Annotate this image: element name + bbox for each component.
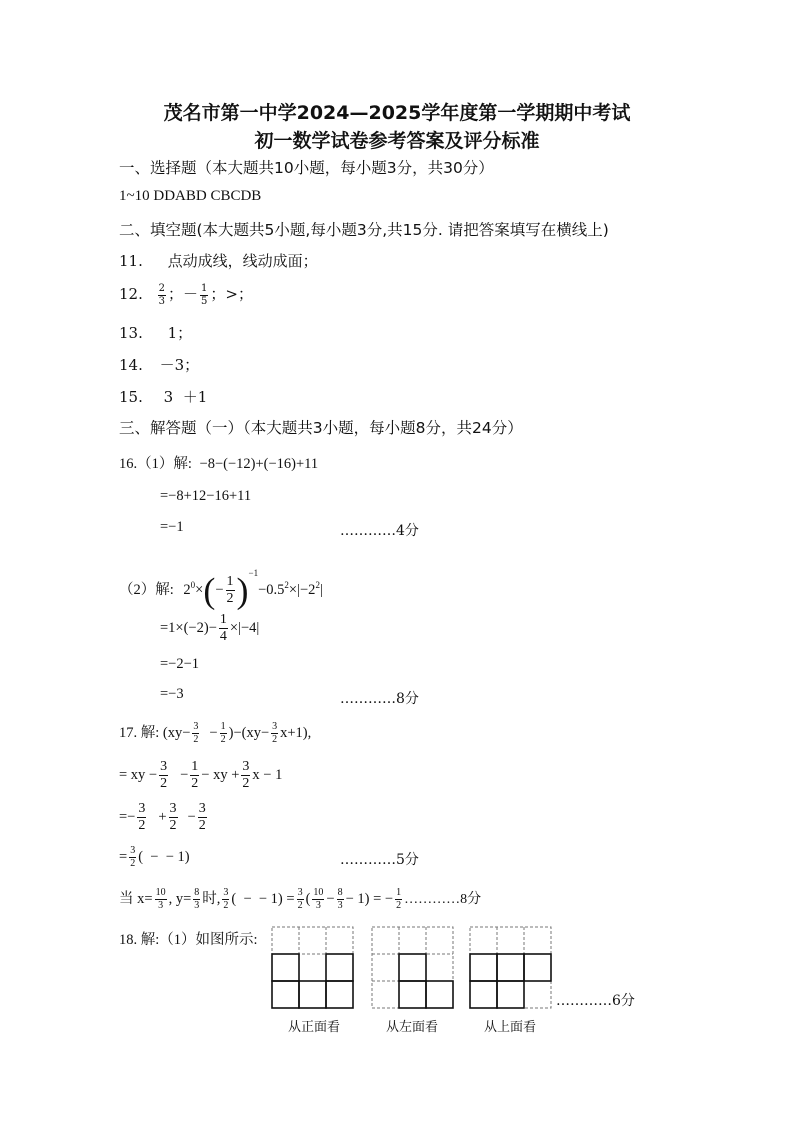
q17-label: 17. 解: (xy− [119,725,191,741]
q16-p2-times: × [195,582,204,598]
q17-l4-b: ( − − 1) [138,849,190,865]
q17-frac-c: $\frac{3}{2}$ [272,721,278,746]
q16-p2-fraction: $\frac{1}{2}$ [226,574,234,607]
q18-front-label: 从正面看 [288,1020,341,1035]
q16-part1 [119,452,318,473]
q17-frac-b: $\frac{1}{2}$ [220,721,226,746]
q14 [119,354,199,375]
q14-answer: －3； [159,356,200,374]
q12-sep: ；－ [168,285,199,303]
q15 [119,386,207,407]
q16-p2-abs: ×|−2 [288,582,316,598]
q16-p2-rparen: ) [236,570,249,611]
section2-heading: 二、填空题(本大题共5小题,每小题3分,共15分. 请把答案填写在横线上) [119,221,609,239]
q16-p2-exp2: −1 [248,568,259,578]
q17-l5-g: − 1) = − [345,891,394,907]
q17-l5-f: − [326,891,335,907]
q17-l5-e: ( [305,891,311,907]
top-view-grid [470,927,551,1008]
q17-l5-y-frac: $\frac{8}{3}$ [194,887,200,912]
q17-l3-b: + [158,809,167,825]
q11-answer: 点动成线，线动成面； [167,252,318,270]
q13-answer: 1； [167,324,193,342]
q12 [119,283,253,307]
q17-a-end: )−(xy− [228,725,270,741]
q17-score1: …………5分 [340,852,419,868]
q17-line4 [119,842,190,872]
q17-l5-frac-coef2: $\frac{3}{2}$ [297,887,303,912]
q15-num: 15. [119,388,143,406]
q17-l2-a: = xy − [119,767,158,783]
q17-line1 [119,718,311,748]
q18-top-label: 从上面看 [484,1020,537,1035]
q16-p2-lparen: ( [203,570,216,611]
q18-score: …………6分 [556,993,635,1009]
q12-fraction-2: $\frac{1}{5}$ [201,282,208,307]
q16-p2-rest-exp: 2 [284,580,289,591]
section1-heading: 一、选择题（本大题共10小题，每小题3分，共30分） [119,159,494,177]
q17-l4-frac: $\frac{3}{2}$ [130,845,136,870]
q16-p2-abs-end: | [319,582,323,598]
q12-num: 12. [119,285,143,303]
q17-l2-frac1: $\frac{3}{2}$ [160,759,168,792]
q17-l5-a: 当 x= [119,891,153,907]
q12-fraction-1: $\frac{2}{3}$ [158,282,166,307]
q16-step4: =−2−1 [160,656,200,672]
q16-p2-minus: − [215,582,224,598]
q17-l5-frac-h: $\frac{10}{3}$ [313,887,324,912]
q16-step5: =−3 [160,686,184,702]
q16-p2-rest: −0.5 [258,582,285,598]
q14-num: 14. [119,356,143,374]
q13-num: 13. [119,324,143,342]
q18-views-figure [270,925,560,1011]
q16-score1: …………4分 [340,523,419,539]
q17-score2: …………8分 [404,892,482,907]
q17-line3 [119,800,209,834]
q11 [119,250,318,271]
q18-label: 18. 解:（1）如图所示: [119,932,258,948]
q17-l3-c: − [187,809,196,825]
q17-l5-frac-coef: $\frac{3}{2}$ [223,887,229,912]
q17-a-tail: x+1), [280,725,312,741]
q16-p2-base: 2 [183,582,191,598]
q17-l2-frac3: $\frac{3}{2}$ [242,759,250,792]
q17-l3-frac1: $\frac{3}{2}$ [138,801,146,834]
q17-l5-d: ( − − 1) = [231,891,295,907]
q17-l5-frac-j: $\frac{1}{2}$ [396,887,402,912]
q17-l2-b: − [180,767,189,783]
q17-l3-a: =− [119,809,136,825]
q17-l4-a: = [119,849,128,865]
section1-answers: 1~10 DDABD CBCDB [119,188,262,204]
q17-a-mid: − [209,725,218,741]
front-view-grid [272,927,353,1008]
q17-l3-frac3: $\frac{3}{2}$ [198,801,206,834]
q17-line2 [119,758,282,792]
q16-p2-exp: 0 [190,580,196,591]
q17-l2-frac2: $\frac{1}{2}$ [191,759,199,792]
q16-step3-fraction: $\frac{1}{4}$ [219,612,227,645]
left-view-grid [372,927,453,1008]
q16-score2: …………8分 [340,691,419,707]
q16-step3-post: ×|−4| [229,620,260,636]
q16-step1: =−8+12−16+11 [160,488,252,504]
q16-label2: （2）解: [119,582,174,598]
q16-p2-abs-exp: 2 [315,580,320,591]
q16-label1: 16.（1）解: [119,456,192,472]
q16-step2: =−1 [160,519,184,535]
q16-part2 [119,553,323,610]
q17-l5-frac-i: $\frac{8}{3}$ [337,887,343,912]
q17-l2-c: − xy + [201,767,240,783]
q17-l3-frac2: $\frac{3}{2}$ [169,801,177,834]
q12-tail: ；>； [210,285,253,303]
exam-title: 茂名市第一中学2024—2025学年度第一学期期中考试 [163,102,631,124]
q18-left-label: 从左面看 [386,1020,439,1035]
q15-answer: 3 ＋1 [163,388,208,406]
q17-l2-d: x − 1 [252,767,283,783]
q17-frac-a: $\frac{3}{2}$ [193,721,199,746]
q16-step3 [160,612,259,644]
section3-heading: 三、解答题（一）（本大题共3小题，每小题8分，共24分） [119,419,523,437]
q17-l5-x-frac: $\frac{10}{3}$ [155,887,166,912]
q13 [119,322,192,343]
q16-expr1: −8−(−12)+(−16)+11 [199,456,319,472]
exam-subtitle: 初一数学试卷参考答案及评分标准 [254,130,540,152]
q17-l5-b: , y= [168,891,192,907]
q17-l5-c: 时, [202,891,221,907]
q16-step3-pre: =1×(−2)− [160,620,217,636]
q17-line5 [119,884,481,915]
q11-num: 11. [119,252,143,270]
